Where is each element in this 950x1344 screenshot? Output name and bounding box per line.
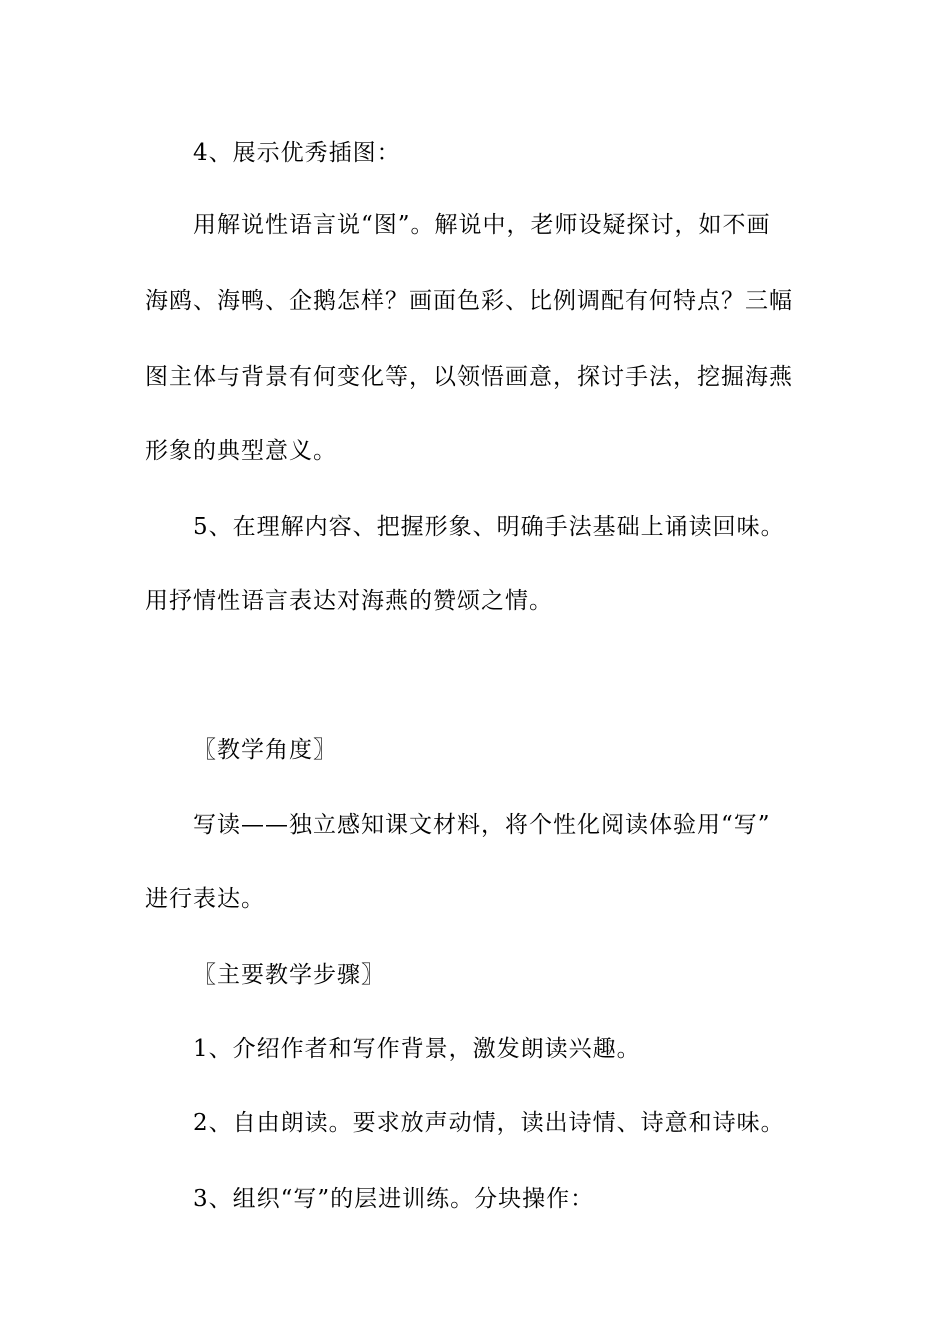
step-4-heading: 4、展示优秀插图： — [193, 140, 401, 166]
section-heading-main-steps: 〖主要教学步骤〗 — [193, 962, 385, 988]
step-3-item: 3、组织“写”的层进训练。分块操作： — [193, 1186, 595, 1212]
paragraph-line: 用解说性语言说“图”。解说中，老师设疑探讨，如不画 — [193, 212, 771, 238]
step-2-item: 2、自由朗读。要求放声动情，读出诗情、诗意和诗味。 — [193, 1110, 785, 1136]
paragraph-line: 海鸥、海鸭、企鹅怎样？画面色彩、比例调配有何特点？三幅 — [145, 288, 793, 314]
step-1-item: 1、介绍作者和写作背景，激发朗读兴趣。 — [193, 1036, 641, 1062]
step-5-heading: 5、在理解内容、把握形象、明确手法基础上诵读回味。 — [193, 514, 785, 540]
section-heading-teaching-angle: 〖教学角度〗 — [193, 737, 337, 763]
paragraph-line: 进行表达。 — [145, 886, 265, 912]
paragraph-line: 写读——独立感知课文材料，将个性化阅读体验用“写” — [193, 812, 771, 838]
paragraph-line: 形象的典型意义。 — [145, 438, 337, 464]
paragraph-line: 图主体与背景有何变化等，以领悟画意，探讨手法，挖掘海燕 — [145, 364, 793, 390]
paragraph-line: 用抒情性语言表达对海燕的赞颂之情。 — [145, 588, 553, 614]
